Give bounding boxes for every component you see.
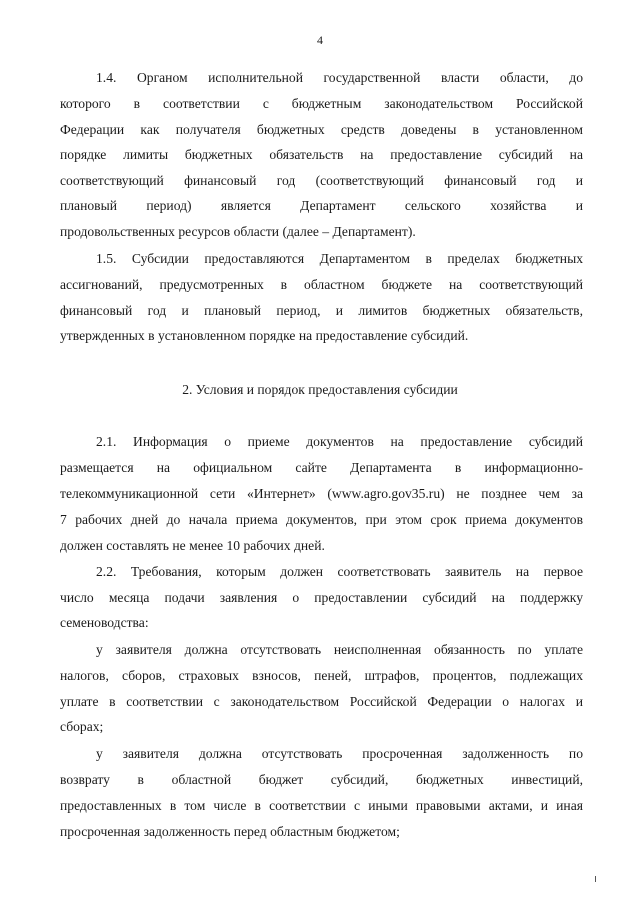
paragraph-2-1-line: телекоммуникационной сети «Интернет» (www.agro.gov35.ru) не позднее чем за: [60, 486, 583, 501]
paragraph-2-1-line: размещается на официальном сайте Департамента в информационно-: [60, 460, 583, 475]
requirement-1-line: уплате в соответствии с законодательством Российской Федерации о налогах и: [60, 694, 583, 709]
paragraph-1-4-line: соответствующий финансовый год (соответствующий финансовый год и: [60, 173, 583, 188]
requirement-1-line: налогов, сборов, страховых взносов, пеней, штрафов, процентов, подлежащих: [60, 668, 583, 683]
page-number: 4: [317, 33, 323, 47]
requirement-2-line: просроченная задолженность перед областным бюджетом;: [60, 824, 400, 839]
paragraph-1-5-line: утвержденных в установленном порядке на предоставление субсидий.: [60, 328, 469, 343]
paragraph-1-4-line: плановый период) является Департамент сельского хозяйства и: [60, 198, 583, 213]
paragraph-2-2-line: 2.2. Требования, которым должен соответствовать заявитель на первое: [96, 564, 583, 579]
paragraph-1-5-line: 1.5. Субсидии предоставляются Департаментом в пределах бюджетных: [96, 251, 583, 266]
paragraph-1-4-line: Федерации как получателя бюджетных средств доведены в установленном: [60, 122, 583, 137]
paragraph-2-2-line: число месяца подачи заявления о предоставлении субсидий на поддержку: [60, 590, 583, 605]
paragraph-1-4-line: продовольственных ресурсов области (далее – Департамент).: [60, 224, 416, 239]
requirement-1-line: у заявителя должна отсутствовать неисполненная обязанность по уплате: [96, 642, 583, 657]
paragraph-1-4-line: которого в соответствии с бюджетным законодательством Российской: [60, 96, 583, 111]
section-heading: 2. Условия и порядок предоставления субсидии: [182, 382, 458, 397]
requirement-1-line: сборах;: [60, 719, 104, 734]
scan-mark: [595, 876, 596, 882]
paragraph-2-1-line: должен составлять не менее 10 рабочих дней.: [60, 538, 325, 553]
paragraph-2-1-line: 2.1. Информация о приеме документов на предоставление субсидий: [96, 434, 583, 449]
paragraph-2-2-line: семеноводства:: [60, 615, 149, 630]
paragraph-2-1-line: 7 рабочих дней до начала приема документов, при этом срок приема документов: [60, 512, 583, 527]
paragraph-1-5-line: ассигнований, предусмотренных в областном бюджете на соответствующий: [60, 277, 583, 292]
paragraph-1-4-line: порядке лимиты бюджетных обязательств на предоставление субсидий на: [60, 147, 583, 162]
paragraph-1-5-line: финансовый год и плановый период, и лимитов бюджетных обязательств,: [60, 303, 583, 318]
requirement-2-line: предоставленных в том числе в соответствии с иными правовыми актами, и иная: [60, 798, 583, 813]
requirement-2-line: возврату в областной бюджет субсидий, бюджетных инвестиций,: [60, 772, 583, 787]
paragraph-1-4-line: 1.4. Органом исполнительной государственной власти области, до: [96, 70, 583, 85]
requirement-2-line: у заявителя должна отсутствовать просроченная задолженность по: [96, 746, 583, 761]
